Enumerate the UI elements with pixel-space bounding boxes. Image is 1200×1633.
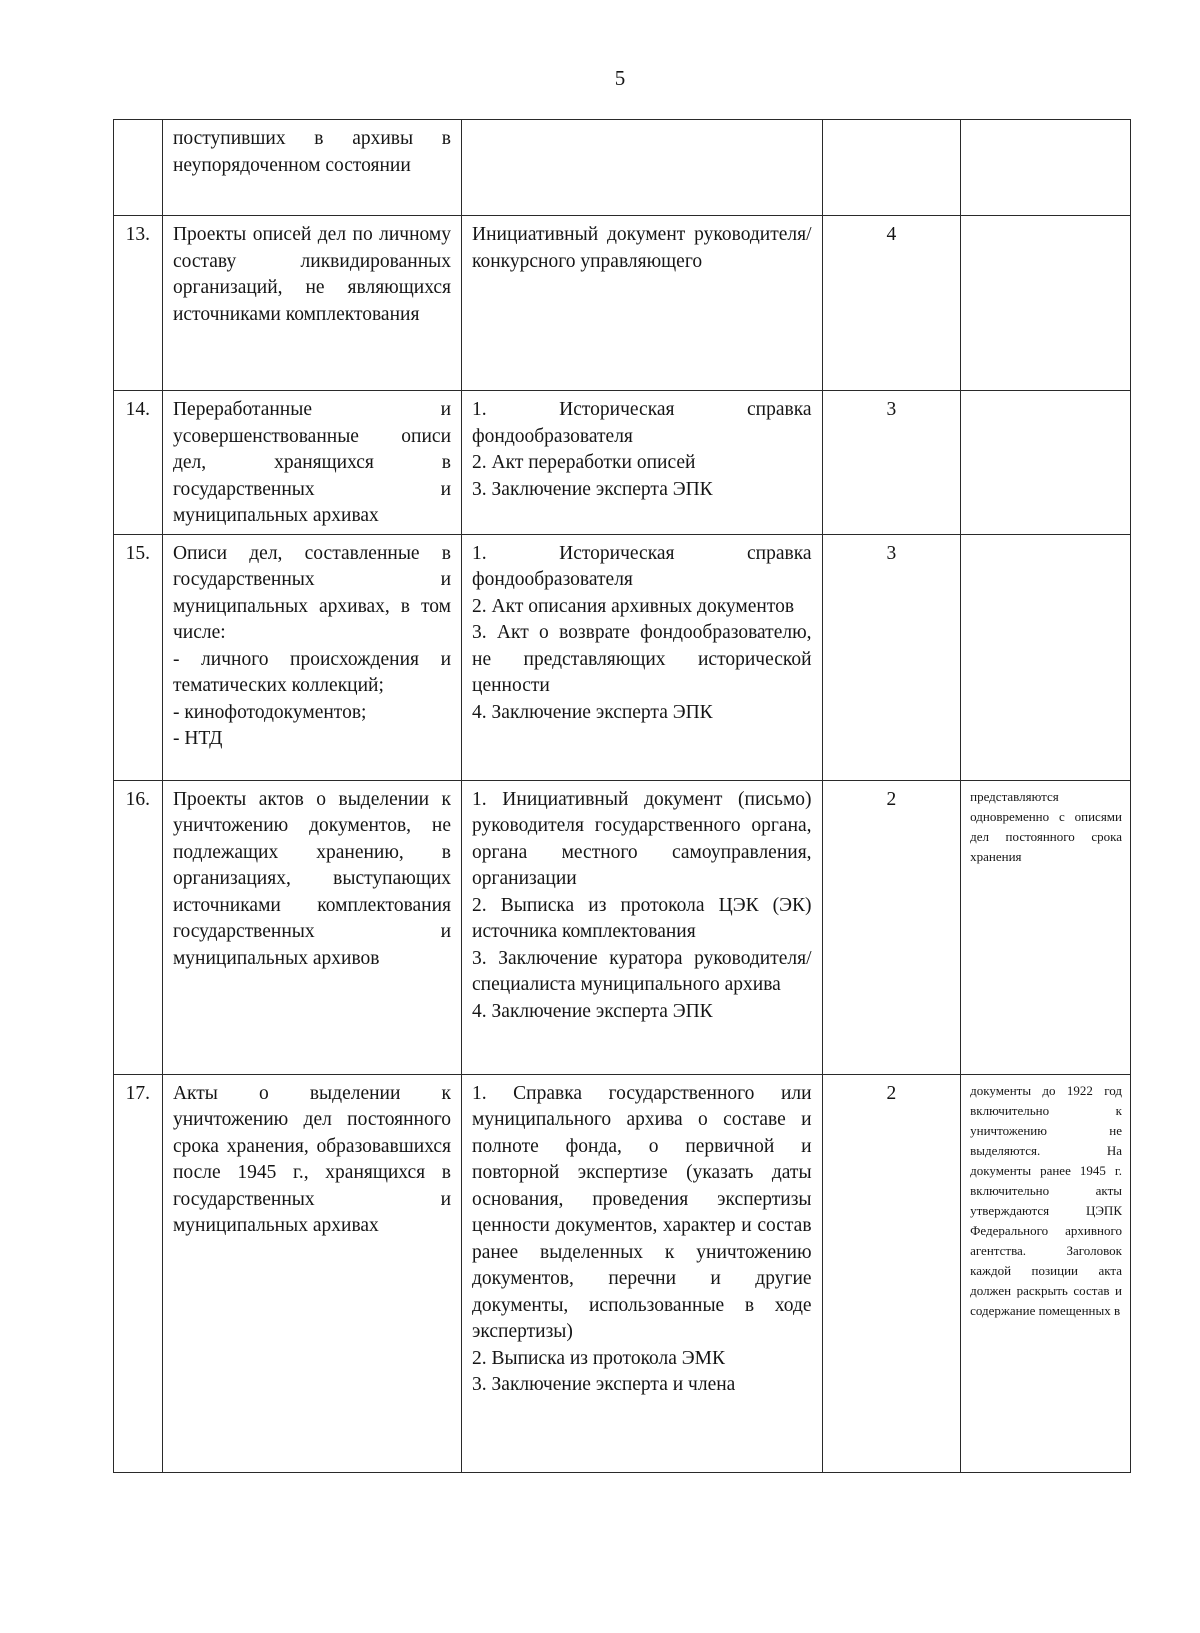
required-document-item: 3. Заключение эксперта ЭПК: [472, 478, 713, 500]
copies-count: 3: [886, 399, 897, 420]
required-document-item: 2. Выписка из протокола ЦЭК (ЭК) источника комплектования: [472, 894, 812, 942]
document-type-text: Проекты описей дел по личному составу ликвидированных организаций, не являющихся источниками комплектования: [172, 224, 452, 325]
copies-count: 4: [886, 224, 897, 245]
copies-count-cell: [822, 216, 961, 391]
row-number-cell: [114, 780, 163, 1074]
document-type-text: - НТД: [172, 728, 223, 749]
row-number-cell: [114, 534, 163, 780]
note-cell: [961, 391, 1131, 535]
row-number: 17.: [125, 1082, 150, 1104]
copies-count: 3: [886, 542, 897, 564]
required-document-item: 2. Акт описания архивных документов: [472, 595, 795, 617]
table-row: [114, 780, 1131, 1074]
required-document-item: 3. Заключение куратора руководителя/специалиста муниципального архива: [472, 947, 812, 995]
documents-table: [113, 119, 1131, 1473]
document-type-cell: [162, 120, 461, 216]
note-cell: [961, 216, 1131, 391]
row-number: 13.: [125, 224, 150, 245]
row-number-cell: [114, 216, 163, 391]
row-number-cell: [114, 391, 163, 535]
note-cell: [961, 1074, 1131, 1472]
required-documents-cell: [462, 534, 823, 780]
required-document-item: 2. Выписка из протокола ЭМК: [472, 1347, 726, 1369]
page-number: 5: [614, 66, 626, 90]
required-document-item: 1. Справка государственного или муниципального архива о составе и полноте фонда, о первичной и повторной экспертизе (указать даты основания, проведения экспертизы ценности документов, характер и состав ранее выделенных к уничтожению документов, перечни и другие документы, использованные в ходе экспертизы): [472, 1082, 812, 1342]
document-type-cell: [162, 216, 461, 391]
copies-count-cell: [822, 120, 961, 216]
table-row: [114, 216, 1131, 391]
row-number: 16.: [125, 788, 150, 810]
required-document-item: 1. Историческая справка фондообразователя: [472, 542, 812, 590]
required-document-item: 4. Заключение эксперта ЭПК: [472, 701, 713, 723]
copies-count-cell: [822, 391, 961, 535]
document-type-text: - кинофотодокументов;: [172, 701, 367, 723]
document-type-text: поступивших в архивы в неупорядоченном состоянии: [172, 128, 452, 176]
document-type-cell: [162, 391, 461, 535]
copies-count: 2: [886, 788, 897, 810]
required-document-item: 1. Инициативный документ (письмо) руководителя государственного органа, органа местного самоуправления, организации: [472, 788, 812, 889]
document-type-text: - личного происхождения и тематических коллекций;: [172, 648, 452, 696]
copies-count: 2: [886, 1082, 897, 1104]
row-number: 15.: [125, 542, 150, 564]
required-document-item: 3. Акт о возврате фондообразователю, не представляющих исторической ценности: [472, 622, 812, 696]
required-document-item: 2. Акт переработки описей: [472, 452, 696, 473]
required-documents-cell: [462, 1074, 823, 1472]
required-document-item: 4. Заключение эксперта ЭПК: [472, 1000, 713, 1022]
copies-count-cell: [822, 534, 961, 780]
required-documents-cell: [462, 780, 823, 1074]
required-documents-cell: [462, 216, 823, 391]
note-cell: [961, 120, 1131, 216]
document-type-text: Описи дел, составленные в государственных и муниципальных архивах, в том числе:: [172, 542, 452, 643]
row-number-cell: [114, 1074, 163, 1472]
table-row: [114, 120, 1131, 216]
document-type-text: Акты о выделении к уничтожению дел постоянного срока хранения, образовавшихся после 1945 г., хранящихся в государственных и муниципальных архивах: [172, 1082, 452, 1236]
note-text: представляются одновременно с описями дел постоянного срока хранения: [970, 788, 1122, 864]
table-row: [114, 534, 1131, 780]
row-number-cell: [114, 120, 163, 216]
copies-count-cell: [822, 780, 961, 1074]
document-type-cell: [162, 780, 461, 1074]
document-type-cell: [162, 534, 461, 780]
required-documents-cell: [462, 391, 823, 535]
table-row: [114, 391, 1131, 535]
required-documents-cell: [462, 120, 823, 216]
row-number: 14.: [125, 399, 150, 420]
document-type-cell: [162, 1074, 461, 1472]
required-document-item: Инициативный документ руководителя/ конкурсного управляющего: [472, 224, 812, 272]
table-row: [114, 1074, 1131, 1472]
document-type-text: Переработанные и усовершенствованные описи дел, хранящихся в государственных и муниципальных архивах: [172, 399, 452, 526]
required-document-item: 1. Историческая справка фондообразователя: [472, 399, 812, 447]
note-cell: [961, 780, 1131, 1074]
document-type-text: Проекты актов о выделении к уничтожению документов, не подлежащих хранению, в организациях, выступающих источниками комплектования государственных и муниципальных архивов: [172, 788, 452, 969]
copies-count-cell: [822, 1074, 961, 1472]
note-cell: [961, 534, 1131, 780]
required-document-item: 3. Заключение эксперта и члена: [472, 1374, 736, 1395]
note-text: документы до 1922 год включительно к уничтожению не выделяются. На документы ранее 1945 г. включительно акты утверждаются ЦЭПК Федерального архивного агентства. Заголовок каждой позиции акта должен раскрыть состав и содержание помещенных в: [970, 1082, 1122, 1318]
